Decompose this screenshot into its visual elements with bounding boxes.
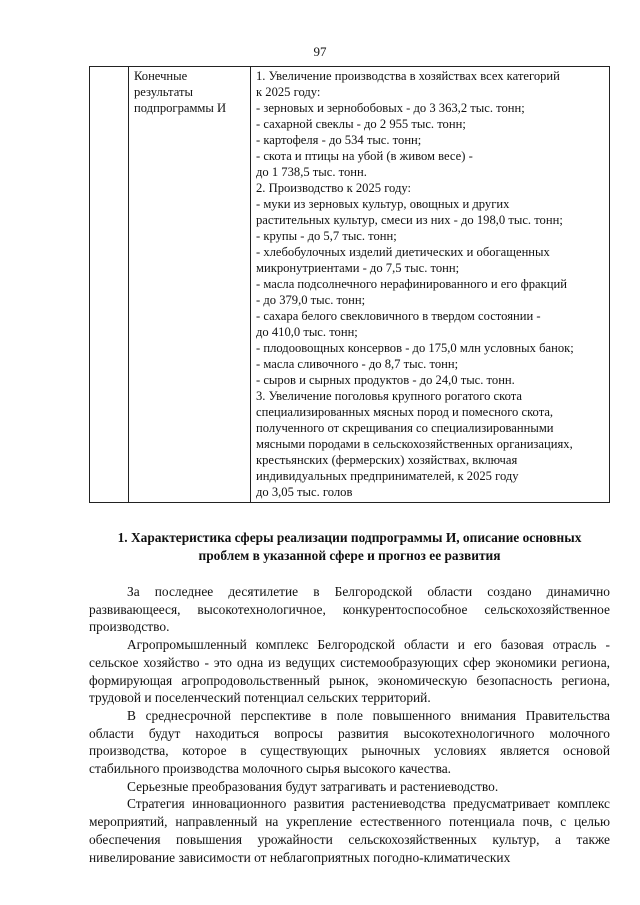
result-line: растительных культур, смеси из них - до 198,0 тыс. тонн;: [256, 213, 563, 227]
result-line: - масла сливочного - до 8,7 тыс. тонн;: [256, 357, 459, 371]
result-line: до 410,0 тыс. тонн;: [256, 325, 358, 339]
row-label-cell: [129, 67, 251, 503]
table-cell-empty: [90, 67, 129, 503]
result-line: - картофеля - до 534 тыс. тонн;: [256, 133, 422, 147]
result-line: - муки из зерновых культур, овощных и других: [256, 197, 510, 211]
paragraph: Агропромышленный комплекс Белгородской области и его базовая отрасль - сельское хозяйство - это одна из ведущих системообразующих сфер экономики региона, формирующая агропродовольственный рынок, экономическую безопасность региона, трудовой и поселенческий потенциал сельских территорий.: [89, 637, 610, 706]
result-line: - до 379,0 тыс. тонн;: [256, 293, 366, 307]
result-line: микронутриентами - до 7,5 тыс. тонн;: [256, 261, 460, 275]
body-text: [89, 583, 610, 866]
row-label-line: результаты: [134, 85, 193, 99]
section-heading: [89, 529, 610, 565]
section-heading-line: 1. Характеристика сферы реализации подпрограммы И, описание основных: [117, 530, 582, 545]
result-line: - зерновых и зернобобовых - до 3 363,2 тыс. тонн;: [256, 101, 525, 115]
result-line: до 1 738,5 тыс. тонн.: [256, 165, 367, 179]
page-number: 97: [313, 44, 327, 59]
result-line: - масла подсолнечного нерафинированного и его фракций: [256, 277, 567, 291]
result-line: специализированных мясных пород и помесного скота,: [256, 405, 554, 419]
paragraph: Стратегия инновационного развития растениеводства предусматривает комплекс мероприятий, направленный на укрепление естественного потенциала почв, с целью обеспечения повышения урожайности сельскохозяйственных культур, а также нивелирование зависимости от неблагоприятных погодно-климатических: [89, 796, 610, 865]
paragraph: За последнее десятилетие в Белгородской области создано динамично развивающееся, высокотехнологичное, конкурентоспособное сельскохозяйственное производство.: [89, 584, 610, 635]
result-line: - сахара белого свекловичного в твердом состоянии -: [256, 309, 541, 323]
results-content-cell: [251, 67, 610, 503]
result-line: 3. Увеличение поголовья крупного рогатого скота: [256, 389, 522, 403]
result-line: - крупы - до 5,7 тыс. тонн;: [256, 229, 397, 243]
result-line: крестьянских (фермерских) хозяйствах, включая: [256, 453, 518, 467]
row-label-line: Конечные: [134, 69, 188, 83]
row-label-line: подпрограммы И: [134, 101, 227, 115]
result-line: - хлебобулочных изделий диетических и обогащенных: [256, 245, 550, 259]
paragraph: Серьезные преобразования будут затрагивать и растениеводство.: [127, 778, 499, 794]
table-row: [90, 67, 610, 503]
result-line: 2. Производство к 2025 году:: [256, 181, 412, 195]
result-line: - скота и птицы на убой (в живом весе) -: [256, 149, 473, 163]
result-line: 1. Увеличение производства в хозяйствах всех категорий: [256, 69, 560, 83]
result-line: - сахарной свеклы - до 2 955 тыс. тонн;: [256, 117, 466, 131]
result-line: - плодоовощных консервов - до 175,0 млн условных банок;: [256, 341, 574, 355]
result-line: к 2025 году:: [256, 85, 321, 99]
section-heading-line: проблем в указанной сфере и прогноз ее развития: [198, 548, 501, 563]
result-line: индивидуальных предпринимателей, к 2025 году: [256, 469, 519, 483]
paragraph: В среднесрочной перспективе в поле повышенного внимания Правительства области будут находиться вопросы развития высокотехнологичного молочного производства, которое в существующих рыночных условиях является основой стабильного производства молочного сырья высокого качества.: [89, 707, 610, 777]
result-line: полученного от скрещивания со специализированными: [256, 421, 554, 435]
result-line: - сыров и сырных продуктов - до 24,0 тыс. тонн.: [256, 373, 515, 387]
results-table: [89, 66, 610, 503]
result-line: мясными породами в сельскохозяйственных организациях,: [256, 437, 573, 451]
result-line: до 3,05 тыс. голов: [256, 485, 353, 499]
